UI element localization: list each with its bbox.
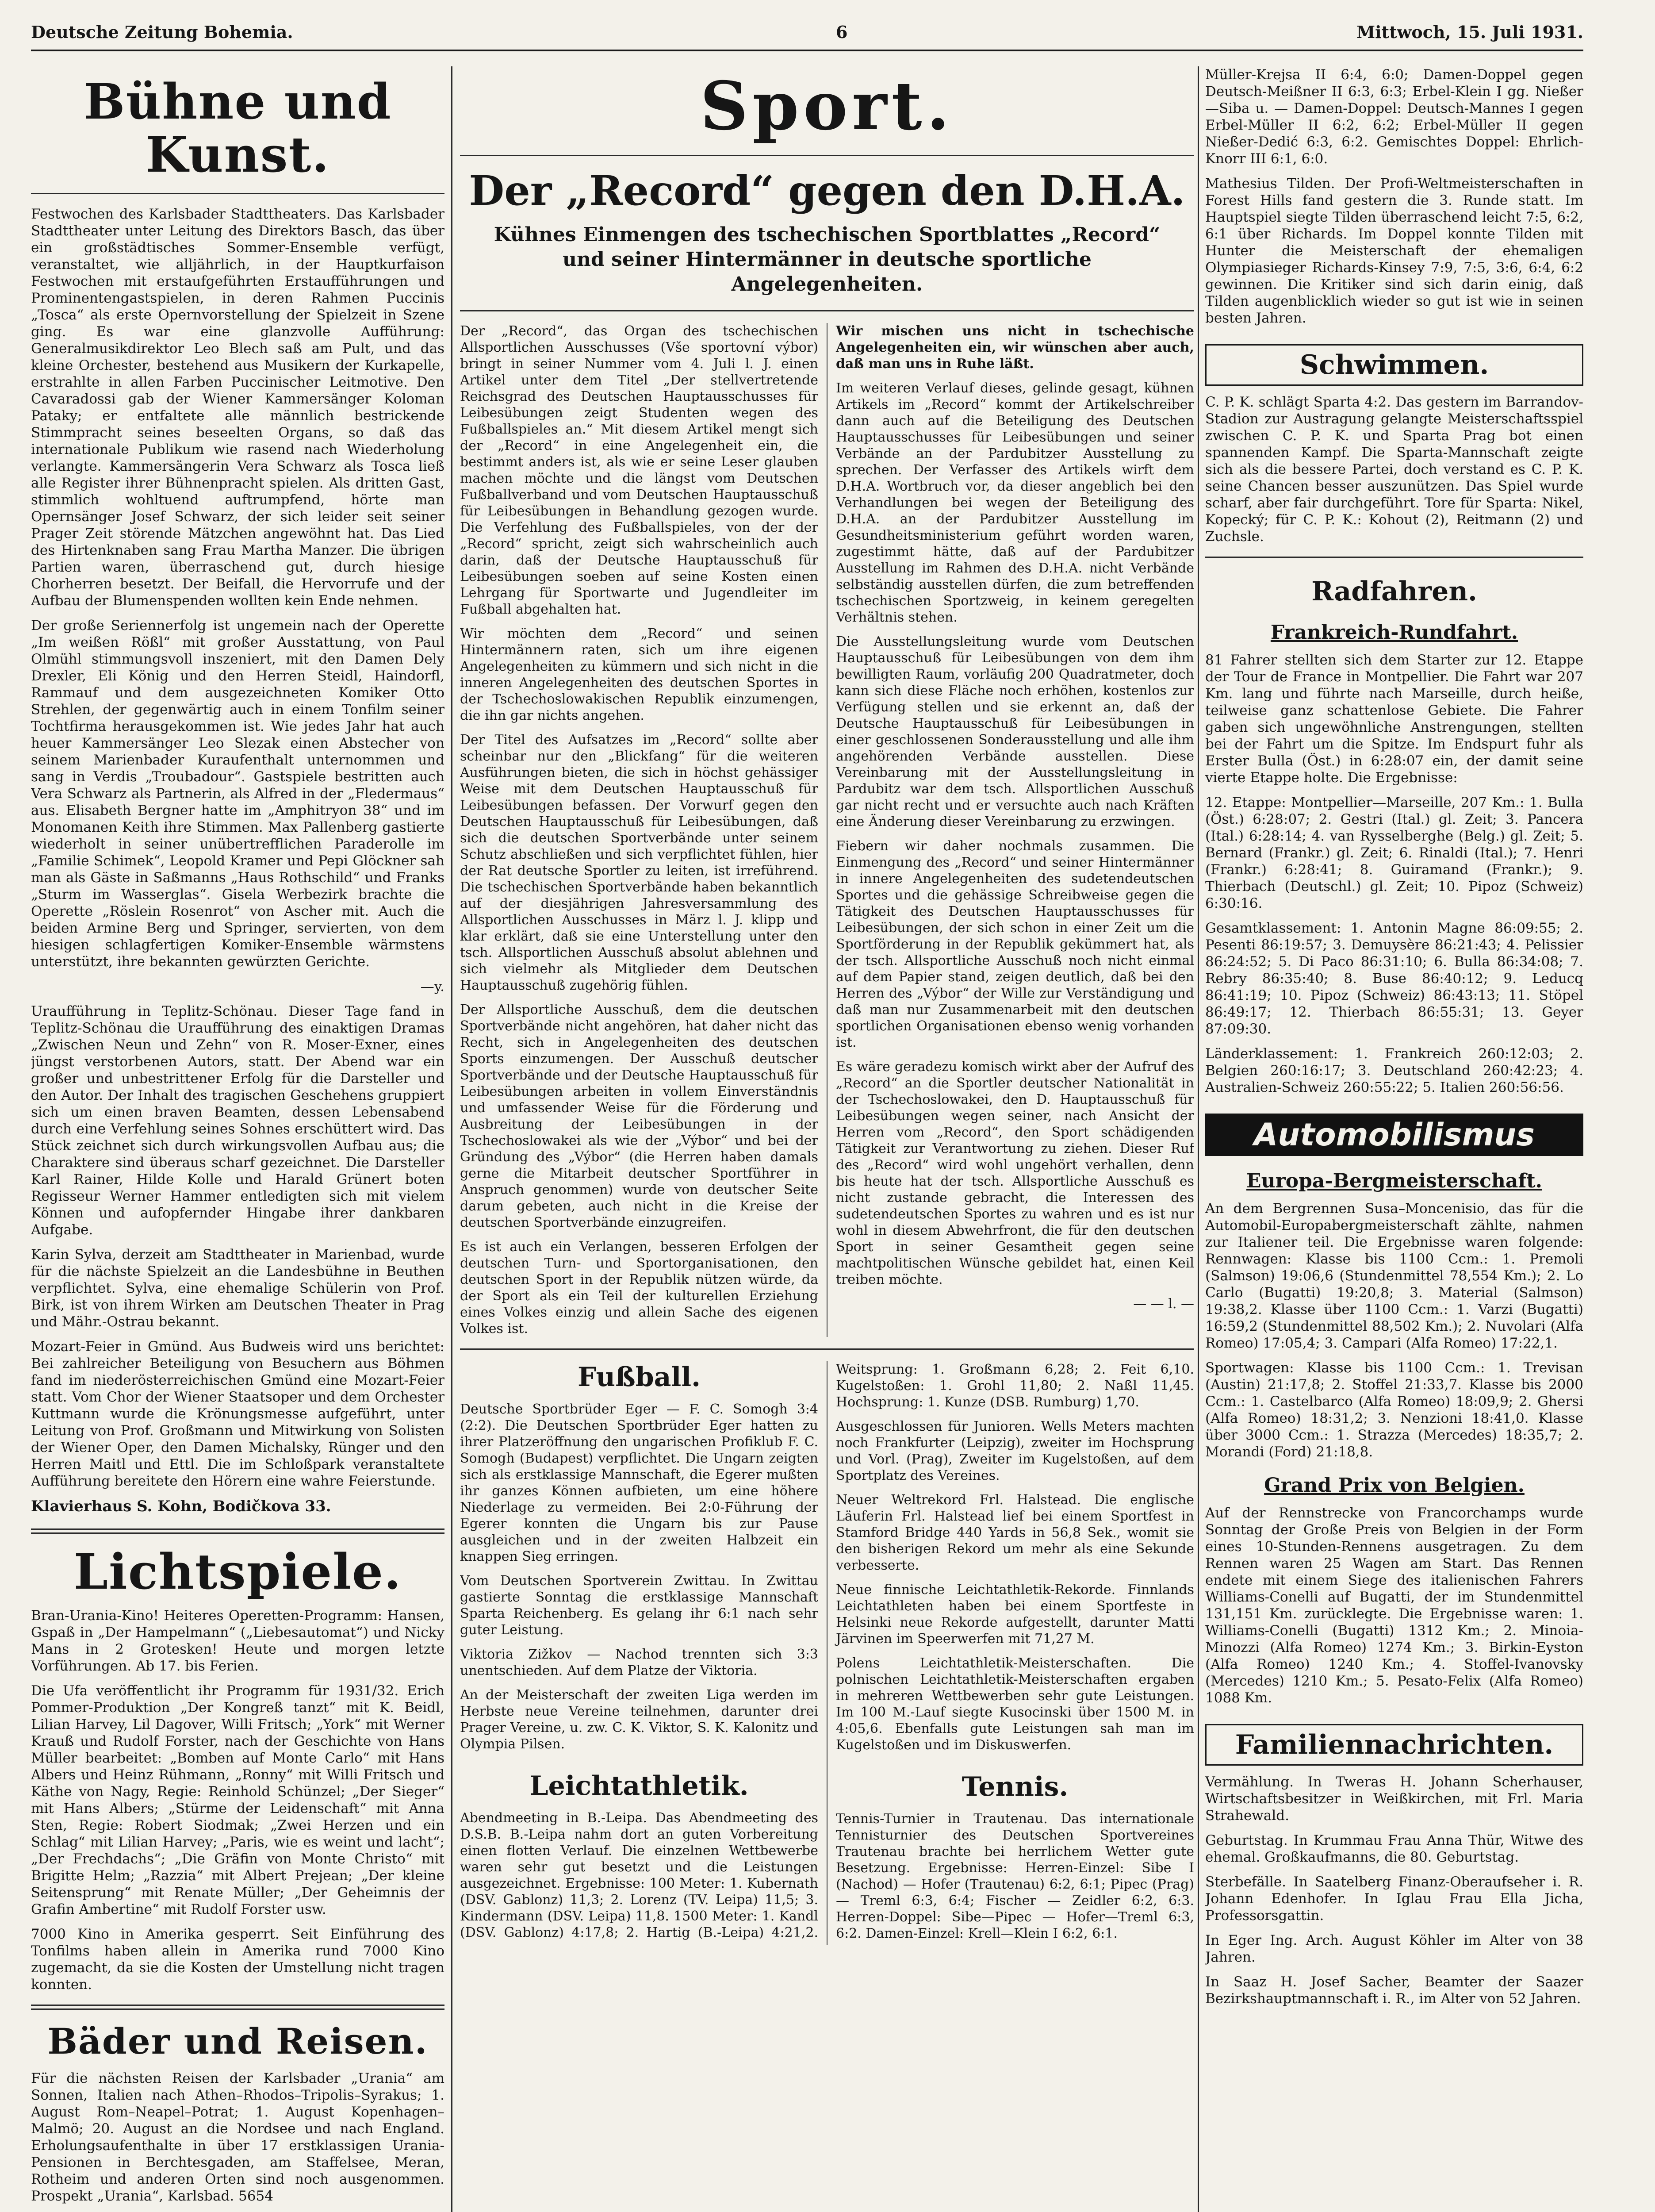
article-paragraph: Deutsche Sportbrüder Eger — F. C. Somogh 3:4 (2:2). Die Deutschen Sportbrüder Eger hatten zu ihrer Platzeröffnung den ungarischen Profiklub F. C. Somogh (Budapest) verpflichtet. Die Ungarn zeigten sich als erstklassige Mannschaft, die Egerer mußten ihr ganzes Können aufbieten, um eine höhere Niederlage zu vermeiden. Bei 2:0-Führung der Egerer konnten die Ungarn bis zur Pause ausgleichen und in der zweiten Halbzeit ein knappen Sieg erringen. bbox=[460, 1402, 818, 1564]
article-paragraph: Sportwagen: Klasse bis 1100 Ccm.: 1. Trevisan (Austin) 21:17,8; 2. Stoffel 21:33,7. Klasse bis 2000 Ccm.: 1. Castelbarco (Alfa Romeo) 18:09,9; 2. Ghersi (Alfa Romeo) 18:31,2; 3. Nenzioni 18:41,0. Klasse über 3000 Ccm.: 1. Strazza (Mercedes) 18:35,7; 2. Morandi (Ford) 21:18,8. bbox=[1205, 1360, 1583, 1460]
article-paragraph: Viktoria Zižkov — Nachod trennten sich 3:3 unentschieden. Auf dem Platze der Viktoria. bbox=[460, 1647, 818, 1678]
divider bbox=[460, 310, 1194, 311]
headline: Der „Record“ gegen den D.H.A. bbox=[469, 167, 1185, 215]
article-paragraph: 81 Fahrer stellten sich dem Starter zur 12. Etappe der Tour de France in Montpellier. Die Fahrt war 207 Km. lang und führte nach Marseille, durch heiße, teilweise ganz schattenlose Gebiete. Die Fahrer gaben sich ungewöhnliche Anstrengungen, stellten bei der Fahrt um die Spitze. Im Endspurt fuhr als Erster Bulla (Öst.) in 6:28:07 ein, der damit seine vierte Etappe holte. Die Ergebnisse: bbox=[1205, 652, 1583, 786]
section-title-baeder: Bäder und Reisen. bbox=[47, 2020, 428, 2062]
subheadline: Kühnes Einmengen des tschechischen Sportblattes „Record“ und seiner Hintermänner in deutsche sportliche Angelegenheiten. bbox=[494, 223, 1161, 296]
divider bbox=[31, 1528, 444, 1534]
article-paragraph: An der Meisterschaft der zweiten Liga werden im Herbste neue Vereine teilnehmen, darunter drei Prager Vereine, u. zw. C. K. Viktor, S. K. Kalonitz und Olympia Pilsen. bbox=[460, 1687, 818, 1752]
article-paragraph: Bran-Urania-Kino! Heiteres Operetten-Programm: Hansen, Gspaß in „Der Hampelmann“ („Liebesautomat“) und Nicky Mans in 2 Grotesken! Heute und morgen letzte Vorführungen. Ab 17. bis Ferien. bbox=[31, 1608, 444, 1674]
article-paragraph: Länderklassement: 1. Frankreich 260:12:03; 2. Belgien 260:16:17; 3. Deutschland 260:42:23; 4. Australien-Schweiz 260:55:22; 5. Italien 260:56:56. bbox=[1205, 1046, 1583, 1095]
divider bbox=[31, 193, 444, 194]
article-paragraph: Karin Sylva, derzeit am Stadttheater in Marienbad, wurde für die nächste Spielzeit an die Landesbühne in Beuthen verpflichtet. Sylva, eine ehemalige Schülerin von Prof. Birk, ist von ihrem Wirken am Deutschen Theater in Prag und Mähr.-Ostrau bekannt. bbox=[31, 1247, 444, 1330]
article-paragraph: Der große Seriennerfolg ist ungemein nach der Operette „Im weißen Rößl“ mit großer Ausstattung, von Paul Olmühl stimmungsvoll inszeniert, mit den Damen Dely Drexler, Eli König und den Herren Steidl, Haindorfl, Rammauf und dem ausgezeichneten Komiker Otto Strehlen, der gegenwärtig auch in einem Tonfilm seiner Tochtfirma herausgekommen ist. Wie jedes Jahr hat auch heuer Kammersänger Leo Slezak einen Abstecher von seinem Marienbader Kuraufenthalt unternommen und sang in Verdis „Troubadour“. Gastspiele bestritten auch Vera Schwarz als Partnerin, als Alfred in der „Fledermaus“ aus. Elisabeth Bergner hatte im „Amphitryon 38“ und im Monomanen Keith ihre Stimmen. Max Pallenberg gastierte wiederholt in seiner unübertrefflichen Paraderolle im „Familie Schimek“, Leopold Kramer und Pepi Glöckner sah man als Gäste in Saßmanns „Haus Rothschild“ und Franks „Sturm im Wasserglas“. Gisela Werbezirk brachte die Operette „Röslein Rosenrot“ von Ascher mit. Auch die beiden Armine Berg und Springer, servierten, von dem hiesigen schlagfertigen Komiker-Ensemble wärmstens unterstützt, ihre bekannten gewürzten Gerichte. bbox=[31, 618, 444, 970]
divider bbox=[460, 155, 1194, 156]
section-title-radfahren: Radfahren. bbox=[1311, 576, 1477, 607]
article-paragraph: Geburtstag. In Krummau Frau Anna Thür, Witwe des ehemal. Großkaufmanns, die 80. Geburtstag. bbox=[1205, 1832, 1583, 1865]
section-title-lichtspiele: Lichtspiele. bbox=[73, 1543, 402, 1600]
article-paragraph: Es ist auch ein Verlangen, besseren Erfolgen der deutschen Turn- und Sportorganisationen, den deutschen Sport in der Republik nützen würde, da der Sport als ein Teil der kulturellen Erziehung eines Volkes einzig und allein Sache des eigenen Volkes ist. bbox=[460, 1239, 818, 1336]
article-paragraph: In Saaz H. Josef Sacher, Beamter der Saazer Bezirkshauptmannschaft i. R., im Alter von 52 Jahren. bbox=[1205, 1974, 1583, 2007]
article-paragraph: Polens Leichtathletik-Meisterschaften. Die polnischen Leichtathletik-Meisterschaften ergaben in mehreren Wettbewerben sehr gute Leistungen. Im 100 M.-Lauf siegte Kusocinski über 1500 M. in 4:05,6. Ebenfalls gute Leistungen sah man im Kugelstoßen und im Diskuswerfen. bbox=[836, 1655, 1194, 1753]
article-paragraph: Festwochen des Karlsbader Stadttheaters. Das Karlsbader Stadttheater unter Leitung des Direktors Basch, das über ein großstädtisches Sommer-Ensemble verfügt, veranstaltet, wie alljährlich, in der Hauptkurfaison Festwochen mit erstaufgeführten Erstaufführungen und Prominentengastspielen, in deren Rahmen Puccinis „Tosca“ als erste Opernvorstellung der Spielzeit in Szene ging. Es war eine glanzvolle Aufführung: Generalmusikdirektor Leo Blech saß am Pult, und das kleine Orchester, bestehend aus Musikern der Kurkapelle, erstrahlte in allen Farben Puccinischer Leitmotive. Den Cavaradossi gab der Wiener Kammersänger Koloman Pataky; er entfaltete alle männlich bestrickende Stimmpracht seines beseelten Organs, so daß das internationale Publikum wie rasend nach Wiederholung verlangte. Kammersängerin Vera Schwarz als Tosca ließ alle Register ihrer Bühnenpracht spielen. Als dritten Gast, stimmlich wohltuend auftrumpfend, hörte man Opernsänger Josef Schwarz, der sich leider seit seiner Prager Zeit störende Mätzchen angewöhnt hat. Das Lied des Hirtenknaben sang Frau Martha Manzer. Die übrigen Partien waren, überraschend gut, durch hiesige Chorherren besetzt. Der Beifall, die Hervorrufe und der Aufbau der Blumenspenden wollten kein Ende nehmen. bbox=[31, 206, 444, 609]
section-title-fussball: Fußball. bbox=[577, 1362, 701, 1393]
subsection-title: Europa-Bergmeisterschaft. bbox=[1246, 1170, 1542, 1192]
article-paragraph: Im weiteren Verlauf dieses, gelinde gesagt, kühnen Artikels im „Record“ kommt der Artikelschreiber dann auch auf die Beteiligung des Deutschen Hauptausschusses für Leibesübungen und seiner Verbände an der Pardubitzer Ausstellung zu sprechen. Der Verfasser des Artikels wirft dem D.H.A. Wortbruch vor, da dieser angeblich bei den Verhandlungen bei wegen der Beteiligung des D.H.A. an der Pardubitzer Ausstellung im Gesundheitsministerium geführt worden waren, zugestimmt hätte, daß auf der Pardubitzer Ausstellung im Rahmen des D.H.A. nicht Verbände selbständig ausstellen dürfen, die zum betreffenden tschechischen Sportzweig, in keinem geregelten Verhältnis stehen. bbox=[836, 380, 1194, 625]
section-title-buehne: Bühne und Kunst. bbox=[84, 73, 392, 183]
article-paragraph: Neue finnische Leichtathletik-Rekorde. Finnlands Leichtathleten haben bei einem Sportfeste in Helsinki neue Rekorde aufgestellt, darunter Matti Järvinen im Speerwerfen mit 71,27 M. bbox=[836, 1582, 1194, 1647]
column-left bbox=[31, 66, 444, 2212]
divider bbox=[31, 2005, 444, 2010]
article-paragraph: Neuer Weltrekord Frl. Halstead. Die englische Läuferin Frl. Halstead lief bei einem Sportfest in Stamford Bridge 440 Yards in 56,8 Sek., womit sie den bisherigen Rekord um mehr als eine Sekunde verbesserte. bbox=[836, 1492, 1194, 1573]
article-paragraph: Die Ausstellungsleitung wurde vom Deutschen Hauptausschuß für Leibesübungen von dem ihm bewilligten Raum, vorläufig 200 Quadratmeter, doch kann sich diese Fläche noch erhöhen, kostenlos zur Verfügung stellen und sie erkennt an, daß der Deutsche Hauptausschuß für Leibesübungen in einer geschlossenen Sonderausstellung und alle ihm angehörenden Verbände ausstellen. Diese Vereinbarung mit der Ausstellungsleitung in Pardubitz war dem tsch. Allsportlichen Ausschuß gar nicht recht und er versuchte auch nach Kräften eine Änderung dieser Vereinbarung zu erzwingen. bbox=[836, 634, 1194, 830]
column-divider bbox=[1198, 66, 1199, 2212]
article-paragraph: Es wäre geradezu komisch wirkt aber der Aufruf des „Record“ an die Sportler deutscher Nationalität in der Tschechoslowakei, den D. Hauptausschuß für Leibesübungen wegen seiner, nach Ansicht der Herren vom „Record“, den Sport schädigenden Tätigkeit zur Verantwortung zu ziehen. Dieser Ruf des „Record“ wird wohl ungehört verhallen, denn bis heute hat der tsch. Allsportliche Ausschuß es nicht zustande gebracht, die Interessen des sudetendeutschen Sportes zu wahren und es ist nur wohl in diesem Abwehrfront, die für den deutschen Sport in seiner Gesamtheit gegen seine machtpolitischen Wünsche gebildet hat, einen Keil treiben möchte. bbox=[836, 1059, 1194, 1287]
article-paragraph: Gesamtklassement: 1. Antonin Magne 86:09:55; 2. Pesenti 86:19:57; 3. Demuysère 86:21:43; 4. Pelissier 86:24:52; 5. Di Paco 86:31:10; 6. Bulla 86:34:08; 7. Rebry 86:35:40; 8. Buse 86:40:12; 9. Leducq 86:41:19; 10. Pipoz (Schweiz) 86:43:13; 11. Stöpel 86:49:17; 12. Thierbach 86:55:31; 13. Geyer 87:09:30. bbox=[1205, 920, 1583, 1037]
section-title-familie: Familiennachrichten. bbox=[1205, 1724, 1583, 1766]
section-title-leichtathletik: Leichtathletik. bbox=[529, 1770, 749, 1801]
column-divider bbox=[451, 66, 452, 2212]
page-number: 6 bbox=[836, 22, 848, 42]
article-paragraph: An dem Bergrennen Susa–Moncenisio, das für die Automobil-Europabergmeisterschaft zählte, nahmen zur Italiener teil. Die Ergebnisse waren folgende: Rennwagen: Klasse bis 1100 Ccm.: 1. Premoli (Salmson) 19:06,6 (Stundenmittel 78,554 Km.); 2. Lo Carlo (Bugatti) 19:20,8; 3. Material (Salmson) 19:38,2. Klasse über 1100 Ccm.: 1. Varzi (Bugatti) 16:59,2 (Stundenmittel 88,502 Km.); 2. Nuvolari (Alfa Romeo) 17:05,4; 3. Campari (Alfa Romeo) 17:22,1. bbox=[1205, 1201, 1583, 1351]
section-title-schwimmen: Schwimmen. bbox=[1205, 344, 1583, 386]
article-paragraph: Müller-Krejsa II 6:4, 6:0; Damen-Doppel gegen Deutsch-Meißner II 6:3, 6:3; Erbel-Klein I gg. Nießer—Siba u. — Damen-Doppel: Deutsch-Mannes I gegen Erbel-Müller II 6:2, 6:2; Erbel-Müller II gegen Nießer-Dedić 6:3, 6:2. Gemischtes Doppel: Ehrlich-Knorr III 6:1, 6:0. bbox=[1205, 67, 1583, 167]
article-paragraph: In Eger Ing. Arch. August Köhler im Alter von 38 Jahren. bbox=[1205, 1932, 1583, 1965]
subsection-title: Grand Prix von Belgien. bbox=[1264, 1474, 1525, 1497]
article-paragraph: Der Allsportliche Ausschuß, dem die deutschen Sportverbände nicht angehören, hat daher nicht das Recht, sich in Angelegenheiten des deutschen Sports einzumengen. Der Ausschuß deutscher Sportverbände und der Deutsche Hauptausschuß für Leibesübungen arbeiten in vollem Einverständnis und umfassender Weise für die Förderung und Ausbreitung der Leibesübungen in der Tschechoslowakei als wie der „Výbor“ und bei der Gründung des „Výbor“ (die Herren haben damals gerne die Mitarbeit deutscher Sportführer in Anspruch genommen) wurde von deutscher Seite darum gebeten, auch nicht in die Kreise der deutschen Sportverbände einzugreifen. bbox=[460, 1002, 818, 1230]
sport-news bbox=[460, 1361, 1194, 1945]
section-title-automobilismus: Automobilismus bbox=[1205, 1114, 1583, 1156]
article-paragraph: Der Titel des Aufsatzes im „Record“ sollte aber scheinbar nur den „Blickfang“ für die weiteren Ausführungen bieten, die sich in höchst gehässiger Weise mit dem Deutschen Hauptausschuß für Leibesübungen befassen. Der Vorwurf gegen den Deutschen Hauptausschuß für Leibesübungen, daß sich die deutschen Sportverbände unter seinem Schutz abschließen und sich verpflichtet fühlen, hier der Rat deutsche Sportler zu leiten, ist irreführend. Die tschechischen Sportverbände haben bekanntlich auf der diesjährigen Jahresversammlung des Allsportlichen Ausschusses in März l. J. klipp und klar erklärt, daß sie eine Unterstellung unter den tsch. Allsportlichen Ausschuß absolut ablehnen und sich vielmehr als Mitglieder dem Deutschen Hauptausschuß zugehörig fühlen. bbox=[460, 732, 818, 993]
article-paragraph: Uraufführung in Teplitz-Schönau. Dieser Tage fand in Teplitz-Schönau die Uraufführung des einaktigen Dramas „Zwischen Neun und Zehn“ von R. Moser-Exner, eines jüngst verstorbenen Autors, statt. Der Abend war ein großer und unbestrittener Erfolg für die Darsteller und den Autor. Der Inhalt des tragischen Geschehens gruppiert sich um einen braven Beamten, dessen Lebensabend durch eine Verfehlung seines Sohnes erschüttert wird. Das Stück zeichnet sich durch wirkungsvollen Aufbau aus; die Charaktere sind überaus scharf gezeichnet. Die Darsteller Karl Rainer, Hilde Kolle und Harald Grünert boten Regisseur Werner Hammer entledigten sich mit vielem Können und aufopfernder Hingabe ihrer dankbaren Aufgabe. bbox=[31, 1003, 444, 1238]
record-article bbox=[460, 323, 1194, 1337]
article-paragraph: Fiebern wir daher nochmals zusammen. Die Einmengung des „Record“ und seiner Hintermänner in innere Angelegenheiten des sudetendeutschen Sportes und die gehässige Schreibweise gegen die Tätigkeit des Deutschen Hauptausschusses für Leibesübungen, der sich schon in einer Zeit um die Sportförderung in der Republik gekümmert hat, als der tsch. Allsportliche Ausschuß noch nicht einmal auf dem Papier stand, zeigen deutlich, daß bei den Herren des „Výbor“ der Wille zur Verständigung und daß man nur Zusammenarbeit mit den deutschen sportlichen Organisationen ebenso wenig vorhanden ist. bbox=[836, 838, 1194, 1050]
article-paragraph: 7000 Kino in Amerika gesperrt. Seit Einführung des Tonfilms haben allein in Amerika rund 7000 Kino zugemacht, da sie die Kosten der Umstellung nicht tragen konnten. bbox=[31, 1926, 444, 1993]
article-paragraph: 12. Etappe: Montpellier—Marseille, 207 Km.: 1. Bulla (Öst.) 6:28:07; 2. Gestri (Ital.) gl. Zeit; 3. Pancera (Ital.) 6:28:14; 4. van Rysselberghe (Belg.) gl. Zeit; 5. Bernard (Frankr.) gl. Zeit; 6. Rinaldi (Ital.); 7. Henri (Frankr.) 6:28:41; 8. Guiramand (Frankr.); 9. Thierbach (Deutschl.) gl. Zeit; 10. Pipoz (Schweiz) 6:30:16. bbox=[1205, 795, 1583, 911]
section-title-tennis: Tennis. bbox=[962, 1771, 1069, 1802]
article-paragraph: Vermählung. In Tweras H. Johann Scherhauser, Wirtschaftsbesitzer in Weißkirchen, mit Frl. Maria Strahewald. bbox=[1205, 1774, 1583, 1824]
subsection-title: Frankreich-Rundfahrt. bbox=[1270, 621, 1518, 644]
divider bbox=[460, 1348, 1194, 1350]
page-header bbox=[31, 18, 1583, 46]
article-paragraph: Abendmeeting in B.-Leipa. Das Abendmeeting des D.S.B. B.-Leipa nahm dort an guten Vorbereitung einen flotten Verlauf. Die einzelnen Wettbewerbe waren sehr gut besetzt und die Leistungen ausgezeichnet. Ergebnisse: 100 Meter: 1. Kubernath (DSV. Gablonz) 11,3; 2. Lorenz (TV. Leipa) 11,5; 3. Kindermann (DSV. Leipa) 11,8. 1500 Meter: 1. Kandl (DSV. Gablonz) 4:17,8; 2. Hartig (B.-Leipa) 4:21,2. Weitsprung: 1. Großmann 6,28; 2. Feit 6,10. Kugelstoßen: 1. Grohl 11,80; 2. Naßl 11,45. Hochsprung: 1. Kunze (DSB. Rumburg) 1,70. bbox=[460, 1362, 1194, 1940]
article-paragraph: Vom Deutschen Sportverein Zwittau. In Zwittau gastierte Sonntag die erstklassige Mannschaft Sparta Reichenberg. Es gelang ihr 6:1 nach sehr guter Leistung. bbox=[460, 1573, 818, 1638]
column-center bbox=[460, 66, 1194, 2212]
article-paragraph: Mathesius Tilden. Der Profi-Weltmeisterschaften in Forest Hills fand gestern die 3. Runde statt. Im Hauptspiel siegte Tilden überraschend leicht 7:5, 6:2, 6:1 über Richards. Im Doppel konnte Tilden mit Hunter die Meisterschaft der ehemaligen Olympiasieger Richards-Kinsey 7:9, 7:5, 3:6, 6:4, 6:2 gewinnen. Die Kritiker sind sich darin einig, daß Tilden augenblicklich wieder so gut ist wie in seinen besten Jahren. bbox=[1205, 176, 1583, 326]
newspaper-name: Deutsche Zeitung Bohemia. bbox=[31, 22, 293, 42]
advertisement: Klavierhaus S. Kohn, Bodičkova 33. bbox=[31, 1498, 331, 1515]
section-title-sport: Sport. bbox=[700, 67, 954, 145]
header-rule bbox=[31, 50, 1583, 51]
article-paragraph: Sterbefälle. In Saatelberg Finanz-Oberaufseher i. R. Johann Edenhofer. In Iglau Frau Ella Jicha, Professorsgattin. bbox=[1205, 1874, 1583, 1924]
article-paragraph: Auf der Rennstrecke von Francorchamps wurde Sonntag der Große Preis von Belgien in der Form eines 10-Stunden-Rennens ausgetragen. Zu dem Rennen waren 25 Wagen am Start. Das Rennen endete mit einem Siege des italienischen Fahrers Williams-Conelli auf Bugatti, der im Stundenmittel 131,151 Km. zurücklegte. Die Ergebnisse waren: 1. Williams-Conelli (Bugatti) 1312 Km.; 2. Minoia-Minozzi (Alfa Romeo) 1274 Km.; 3. Birkin-Eyston (Alfa Romeo) 1240 Km.; 4. Stoffel-Ivanovsky (Mercedes) 1210 Km.; 5. Pesato-Felix (Alfa Romeo) 1088 Km. bbox=[1205, 1505, 1583, 1706]
article-paragraph: Der „Record“, das Organ des tschechischen Allsportlichen Ausschusses (Vše sportovní výbor) bringt in seiner Nummer vom 4. Juli l. J. einen Artikel unter dem Titel „Der stellvertretende Reichsgrad des Deutschen Hauptausschusses für Leibesübungen zeigt Studenten wegen des Fußballspieles an.“ Mit diesem Artikel mengt sich der „Record“ in eine Angelegenheit ein, die bestimmt anders ist, als wie er seine Leser glauben machen möchte und die längst vom Deutschen Fußballverband und vom Deutschen Hauptausschuß für Leibesübungen in Behandlung gezogen wurde. Die Verfehlung des Fußballspieles, von der der „Record“ spricht, zeigt sich wahrscheinlich auch darin, daß der Deutsche Hauptausschuß für Leibesübungen soeben auf seine Kosten einen Lehrgang für Sportwarte und Jugendleiter im Fußball abgehalten hat. bbox=[460, 323, 818, 617]
article-paragraph: C. P. K. schlägt Sparta 4:2. Das gestern im Barrandov-Stadion zur Austragung gelangte Meisterschaftsspiel zwischen C. P. K. und Sparta Prag bot einen spannenden Kampf. Die Sparta-Mannschaft zeigte sich als die bessere Partei, doch verstand es C. P. K. seine Chancen besser auszunützen. Das Spiel wurde scharf, aber fair durchgeführt. Tore für Sparta: Nikel, Kopecký; für C. P. K.: Kohout (2), Reitmann (2) und Zuchsle. bbox=[1205, 394, 1583, 545]
article-paragraph: Ausgeschlossen für Junioren. Wells Meters machten noch Frankfurter (Leipzig), zweiter im Hochsprung und Vorl. (Prag), Zweiter im Kugelstoßen, auf dem Sportplatz des Vereines. bbox=[836, 1419, 1194, 1483]
article-paragraph: Mozart-Feier in Gmünd. Aus Budweis wird uns berichtet: Bei zahlreicher Beteiligung von Besuchern aus Böhmen fand im niederösterreichischen Gmünd eine Mozart-Feier statt. Vom Chor der Wiener Staatsoper und dem Orchester Kuttmann wurde die Krönungsmesse aufgeführt, unter Leitung von Prof. Großmann und Mitwirkung von Solisten der Wiener Oper, den Damen Michalsky, Rünger und den Herren Maitl und Ettl. Die im Schloßpark veranstaltete Aufführung bereitete den Hörern eine wahre Feierstunde. bbox=[31, 1339, 444, 1489]
article-paragraph: Tennis-Turnier in Trautenau. Das internationale Tennisturnier des Deutschen Sportvereines Trautenau brachte bei herrlichem Wetter gute Besetzung. Ergebnisse: Herren-Einzel: Sibe I (Nachod) — Hofer (Trautenau) 6:2, 6:1; Pipec (Prag) — Treml 6:3, 6:4; Fischer — Zeidler 6:2, 6:3. Herren-Doppel: Sibe—Pipec — Hofer—Treml 6:3, 6:2. Damen-Einzel: Krell—Klein I 6:2, 6:1. bbox=[836, 1811, 1194, 1941]
issue-date: Mittwoch, 15. Juli 1931. bbox=[1356, 22, 1583, 42]
divider bbox=[1205, 557, 1583, 558]
article-signature: —y. bbox=[420, 979, 444, 995]
article-emphasis: Wir mischen uns nicht in tschechische Angelegenheiten ein, wir wünschen aber auch, daß man uns in Ruhe läßt. bbox=[836, 323, 1194, 372]
article-paragraph: Wir möchten dem „Record“ und seinen Hintermännern raten, sich um ihre eigenen Angelegenheiten zu kümmern und sich nicht in die inneren Angelegenheiten des deutschen Sportes in der Tschechoslowakischen Republik einzumengen, die ihn gar nichts angehen. bbox=[460, 626, 818, 723]
article-paragraph: Für die nächsten Reisen der Karlsbader „Urania“ am Sonnen, Italien nach Athen–Rhodos–Tripolis–Syrakus; 1. August Rom–Neapel–Potrat; 1. August Kopenhagen–Malmö; 20. August an die Nordsee und nach England. Erholungsaufenthalte in über 17 erstklassigen Urania-Pensionen in Berchtesgaden, am Staffelsee, Meran, Rotheim und anderen Orten sind noch ausgenommen. Prospekt „Urania“, Karlsbad. 5654 bbox=[31, 2070, 444, 2204]
article-paragraph: Die Ufa veröffentlicht ihr Programm für 1931/32. Erich Pommer-Produktion „Der Kongreß tanzt“ mit K. Beidl, Lilian Harvey, Lil Dagover, Willi Fritsch; „York“ mit Werner Krauß und Rudolf Forster, nach der Geschichte von Hans Müller bearbeitet: „Bomben auf Monte Carlo“ mit Hans Albers und Heinz Rühmann, „Ronny“ mit Willi Fritsch und Käthe von Nagy, Regie: Reinhold Schünzel; „Der Sieger“ mit Hans Albers; „Stürme der Leidenschaft“ mit Anna Sten, Regie: Robert Siodmak; „Zwei Herzen und ein Schlag“ mit Lilian Harvey; „Paris, wie es weint und lacht“; „Der Frechdachs“; „Die Gräfin von Monte Christo“ mit Brigitte Helm; „Razzia“ mit Albert Prejean; „Der kleine Seitensprung“ mit Renate Müller; „Der Geheimnis der Grafin Ambertine“ mit Rudolf Forster usw. bbox=[31, 1683, 444, 1917]
column-right bbox=[1205, 66, 1583, 2212]
article-signature: — — l. — bbox=[1133, 1296, 1194, 1312]
